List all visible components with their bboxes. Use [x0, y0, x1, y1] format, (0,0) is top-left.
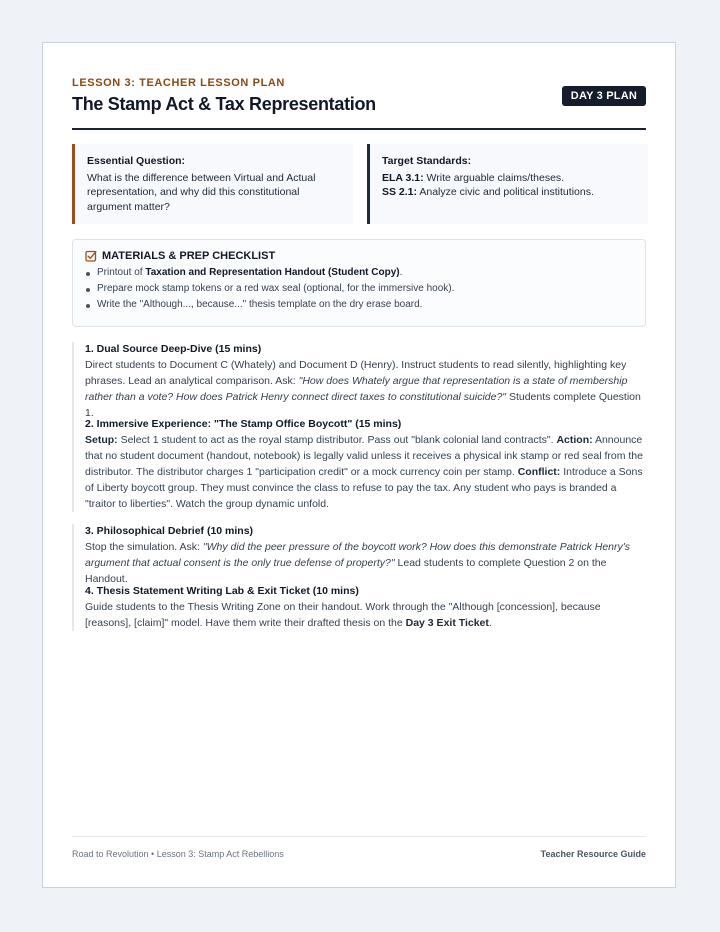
step-body	[85, 539, 646, 587]
checkbox-icon	[85, 250, 97, 262]
footer-divider	[72, 836, 646, 837]
step-text: Guide students to the Thesis Writing Zone on their handout. Work through the "Although [concession], because [reasons], [claim]" model. Have them write their drafted thesis on the	[85, 601, 601, 629]
step-text: .	[488, 617, 492, 629]
page-content	[72, 43, 646, 887]
step-text: Stop the simulation. Ask:	[85, 541, 203, 553]
target-standards-label: Target Standards:	[382, 155, 472, 167]
list-item-emphasis: Taxation and Representation Handout (Student Copy)	[145, 267, 400, 278]
step-title: 3. Philosophical Debrief (10 mins)	[85, 525, 254, 537]
essential-question-text: What is the difference between Virtual and Actual representation, and why did this constitutional argument matter?	[87, 171, 316, 213]
day-badge: DAY 3 PLAN	[562, 86, 646, 106]
footer-course-title: Road to Revolution • Lesson 3: Stamp Act Rebellions	[72, 849, 284, 859]
list-item: Write the "Although..., because..." thesis template on the dry erase board.	[85, 297, 633, 313]
materials-checklist	[72, 239, 646, 327]
step-text: Direct students to Document C (Whately) and Document D (Henry). Instruct students to read silently, highlighting key phrases. Lead an analytical comparison. Ask:	[85, 359, 627, 387]
step-title: 1. Dual Source Deep-Dive (15 mins)	[85, 343, 262, 355]
step-title: 4. Thesis Statement Writing Lab & Exit Ticket (10 mins)	[85, 585, 359, 597]
standard-code: ELA 3.1:	[382, 171, 424, 184]
standard-item	[382, 171, 636, 186]
step-quote: "How does Whately argue that representation is a state of membership rather than a vote? How does Patrick Henry connect direct taxes to constitutional suicide?"	[85, 375, 628, 403]
list-item	[85, 265, 633, 281]
step-text: Announce that no student document (handout, notebook) is legally valid unless it receives a physical ink stamp or red seal from the distributor. The distributor charges 1 "participation credit" or a mock currency coin per stamp.	[85, 434, 643, 478]
materials-heading	[85, 250, 633, 262]
footer-guide-label: Teacher Resource Guide	[540, 849, 646, 859]
page-title: The Stamp Act & Tax Representation	[72, 94, 376, 114]
step-immersive-experience	[72, 417, 646, 512]
step-body	[85, 599, 646, 631]
standard-text: Analyze civic and political institutions.	[417, 186, 594, 198]
step-text: Lead students to complete Question 2 on the Handout.	[85, 557, 607, 585]
standard-code: SS 2.1:	[382, 186, 418, 198]
conflict-label: Conflict:	[517, 466, 561, 478]
materials-list	[85, 265, 633, 313]
step-body	[85, 357, 646, 421]
step-quote: "Why did the peer pressure of the boycott work? How does this demonstrate Patrick Henry's argument that actual consent is the only true defense of property?"	[85, 541, 630, 569]
step-body	[85, 432, 646, 512]
action-label: Action:	[556, 434, 593, 446]
setup-label: Setup:	[85, 434, 118, 446]
step-text: Introduce a Sons of Liberty boycott group. They must convince the class to refuse to pay the tax. Any student who pays is branded a "traitor to liberties". Watch the group dynamic unfold.	[85, 466, 643, 510]
list-item-text: .	[399, 267, 403, 278]
step-text: Select 1 student to act as the royal stamp distributor. Pass out "blank colonial land contracts".	[117, 434, 557, 446]
header-divider	[72, 128, 646, 130]
standard-item	[382, 185, 636, 200]
lesson-plan-page	[42, 42, 676, 888]
essential-question-box	[72, 144, 353, 224]
lesson-eyebrow: LESSON 3: TEACHER LESSON PLAN	[72, 77, 285, 89]
exit-ticket-emphasis: Day 3 Exit Ticket	[405, 617, 489, 629]
target-standards-box	[367, 144, 648, 224]
step-philosophical-debrief	[72, 524, 646, 587]
step-title: 2. Immersive Experience: "The Stamp Office Boycott" (15 mins)	[85, 418, 402, 430]
step-dual-source	[72, 342, 646, 421]
step-thesis-lab	[72, 584, 646, 631]
standard-text: Write arguable claims/theses.	[423, 171, 565, 184]
list-item-text: Printout of	[97, 267, 146, 278]
essential-question-label: Essential Question:	[87, 155, 186, 167]
materials-heading-text: MATERIALS & PREP CHECKLIST	[102, 250, 276, 262]
list-item: Prepare mock stamp tokens or a red wax seal (optional, for the immersive hook).	[85, 281, 633, 297]
step-text: Students complete Question 1.	[85, 391, 641, 419]
